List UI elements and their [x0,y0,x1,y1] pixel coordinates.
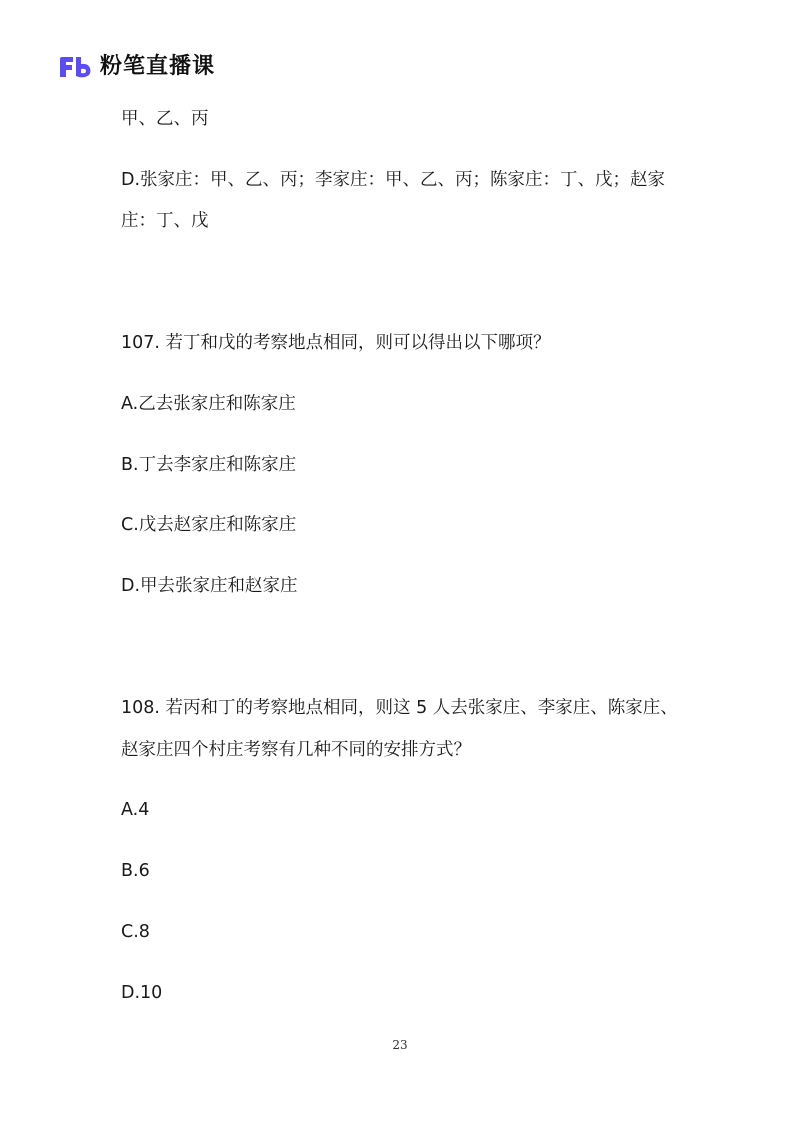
brand-name: 粉笔直播课 [100,54,216,79]
q106-option-d-line2: 庄：丁、戊 [121,211,209,231]
q107-option-d: D.甲去张家庄和赵家庄 [121,576,298,596]
page-number: 23 [392,1038,408,1052]
header-logo [58,52,215,82]
q108-option-d: D.10 [121,983,163,1003]
fb-logo-icon [58,55,94,79]
q107-stem: 107. 若丁和戊的考察地点相同，则可以得出以下哪项？ [121,333,551,353]
q108-option-c: C.8 [121,922,150,942]
q107-option-c: C.戊去赵家庄和陈家庄 [121,515,297,535]
q107-option-b: B.丁去李家庄和陈家庄 [121,455,297,475]
q108-stem-line2: 赵家庄四个村庄考察有几种不同的安排方式？ [121,740,471,760]
q108-option-b: B.6 [121,861,150,881]
continued-option-text: 甲、乙、丙 [121,109,209,129]
q108-stem-line1: 108. 若丙和丁的考察地点相同，则这 5 人去张家庄、李家庄、陈家庄、 [121,698,678,718]
q107-option-a: A.乙去张家庄和陈家庄 [121,394,296,414]
q106-option-d-line1: D.张家庄：甲、乙、丙；李家庄：甲、乙、丙；陈家庄：丁、戊；赵家 [121,170,666,190]
q108-option-a: A.4 [121,800,150,820]
